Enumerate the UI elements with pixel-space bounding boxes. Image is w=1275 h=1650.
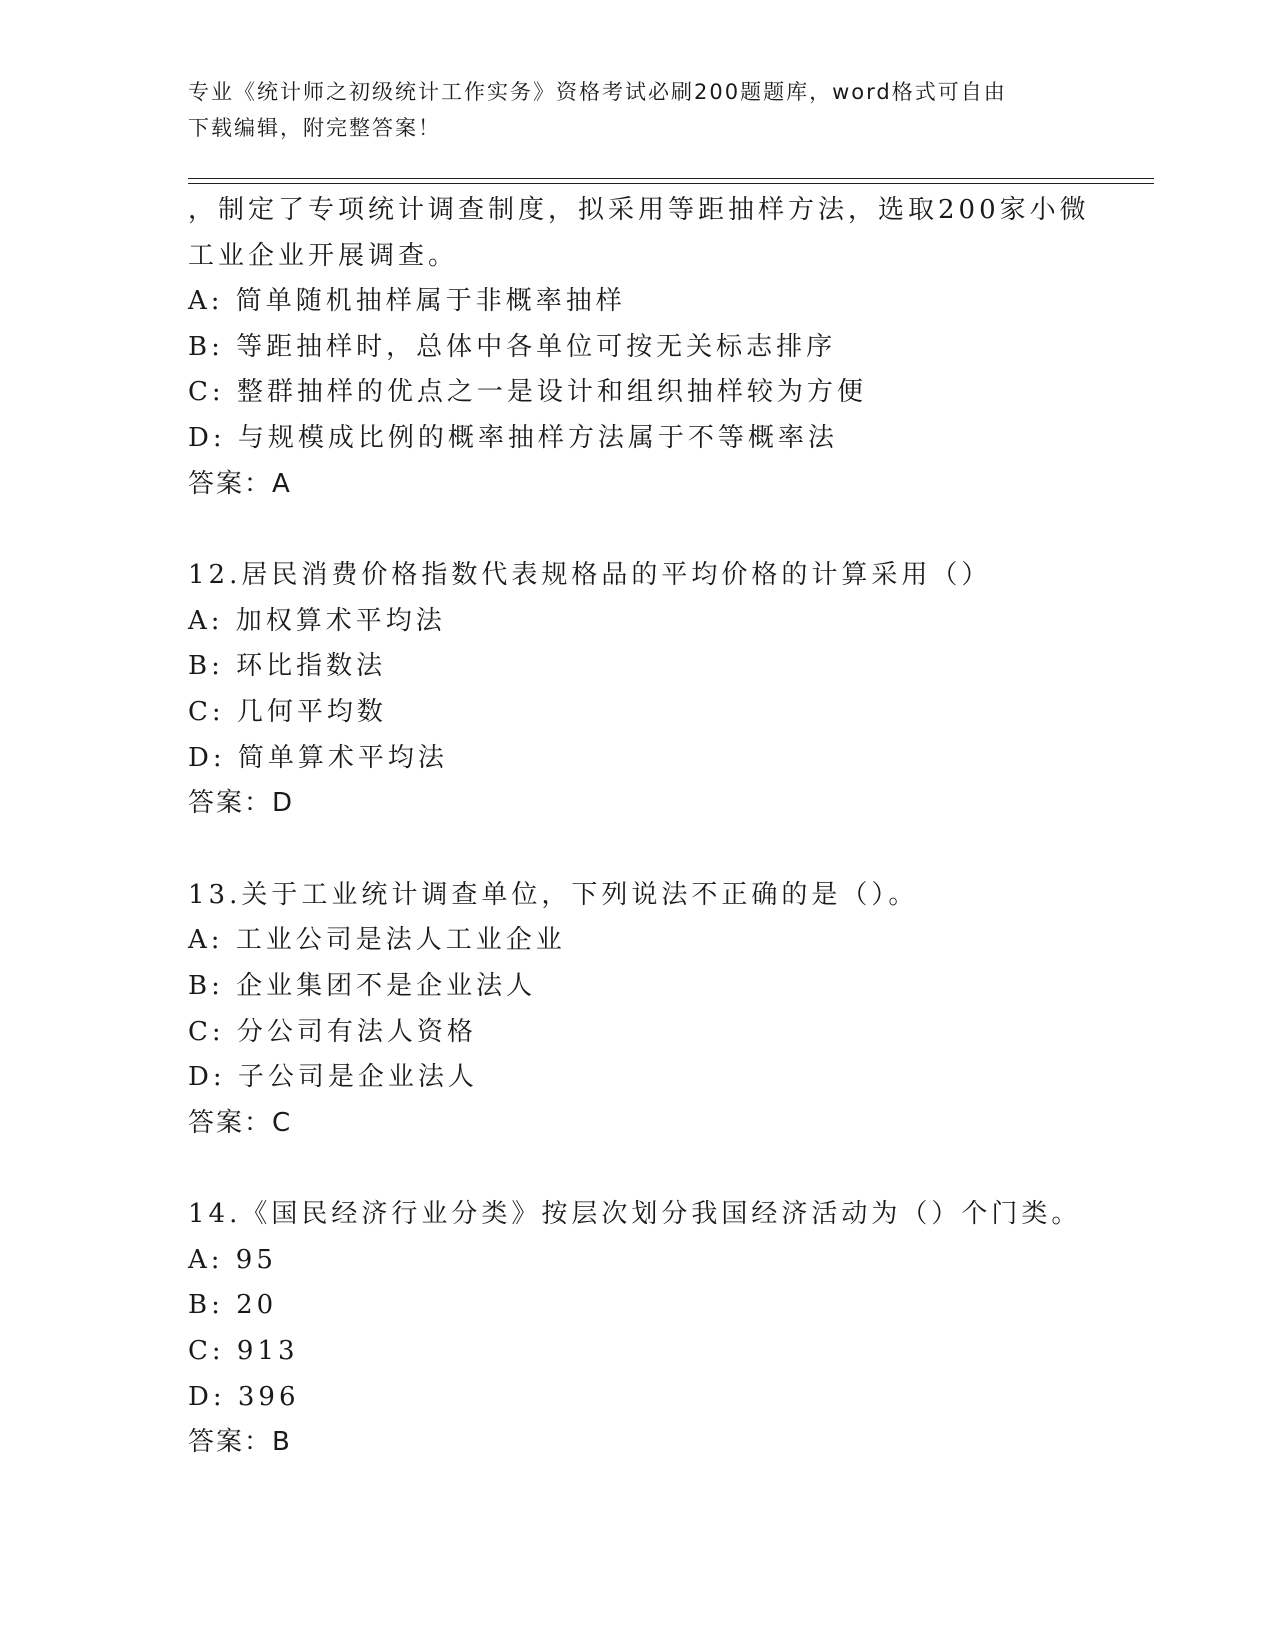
option-d: D: 与规模成比例的概率抽样方法属于不等概率法 <box>188 422 838 453</box>
option-b: B: 企业集团不是企业法人 <box>188 970 537 1001</box>
option-c: C: 分公司有法人资格 <box>188 1016 477 1047</box>
header-line-1: 专业《统计师之初级统计工作实务》资格考试必刷200题题库，word格式可自由 <box>188 80 1007 104</box>
option-c: C: 913 <box>188 1336 299 1367</box>
option-c: C: 几何平均数 <box>188 696 387 727</box>
option-d: D: 396 <box>188 1381 300 1412</box>
answer: 答案：D <box>188 788 295 819</box>
option-a: A: 加权算术平均法 <box>188 605 446 636</box>
option-d: D: 子公司是企业法人 <box>188 1062 478 1093</box>
option-a: A: 95 <box>188 1244 277 1275</box>
question-stem-line: 工业企业开展调查。 <box>188 240 459 271</box>
option-d: D: 简单算术平均法 <box>188 742 448 773</box>
option-a: A: 工业公司是法人工业企业 <box>188 925 566 956</box>
option-b: B: 20 <box>188 1290 278 1321</box>
question-stem: 14.《国民经济行业分类》按层次划分我国经济活动为（）个门类。 <box>188 1199 1082 1230</box>
option-c: C: 整群抽样的优点之一是设计和组织抽样较为方便 <box>188 377 867 408</box>
answer: 答案：C <box>188 1107 293 1138</box>
question-stem-line: ，制定了专项统计调查制度，拟采用等距抽样方法，选取200家小微 <box>188 195 1090 225</box>
question-stem: 12.居民消费价格指数代表规格品的平均价格的计算采用（） <box>188 560 992 591</box>
question-14 <box>188 1192 1088 1466</box>
answer: 答案：B <box>188 1427 292 1458</box>
option-a: A: 简单随机抽样属于非概率抽样 <box>188 286 626 317</box>
answer: 答案：A <box>188 468 292 499</box>
question-stem: 13.关于工业统计调查单位，下列说法不正确的是（）。 <box>188 879 919 910</box>
question-12 <box>188 553 1088 827</box>
header-divider-top <box>188 178 1154 179</box>
header-line-2: 下载编辑，附完整答案！ <box>188 116 441 140</box>
question-list <box>188 188 1088 1466</box>
header-divider-bottom <box>188 183 1154 184</box>
question-13 <box>188 873 1088 1147</box>
option-b: B: 等距抽样时，总体中各单位可按无关标志排序 <box>188 331 837 362</box>
document-header <box>188 74 1068 146</box>
option-b: B: 环比指数法 <box>188 651 387 682</box>
question-11-continuation <box>188 188 1088 507</box>
